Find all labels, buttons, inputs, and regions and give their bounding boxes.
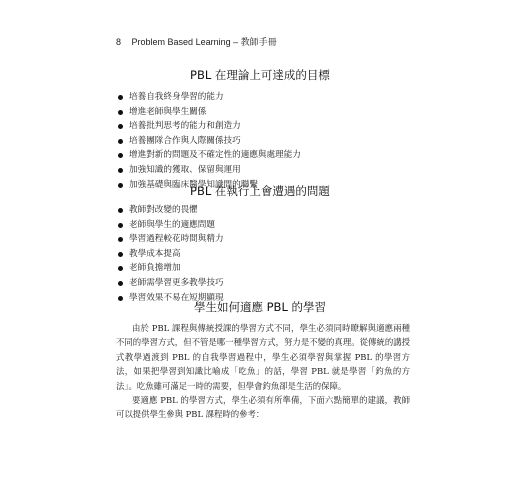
list-item: 增進對新的問題及不確定性的適應與處理能力 xyxy=(118,148,301,163)
bullet-icon xyxy=(118,223,123,228)
paragraph-body: 由於 PBL 課程與傳統授課的學習方式不同，學生必須同時瞭解與適應兩種不同的學習方式，但不管是哪一種學習方式，努力是不變的真理。從傳統的講授式教學過渡到 PBL 的自我學習過程中，學生必須學習與掌握 PBL 的學習方法，如果把學習到知識比喻成「吃魚」的話，學習 PBL 就是學習「釣魚的方法」。吃魚雖可滿足一時的需要，但學會釣魚卻是生活的保障。 xyxy=(116,323,410,391)
goals-list xyxy=(118,90,301,192)
running-header xyxy=(116,35,277,48)
problems-list xyxy=(118,203,224,305)
list-item: 培養自我終身學習的能力 xyxy=(118,90,301,105)
bullet-icon xyxy=(118,266,123,271)
section-title-goals: PBL 在理論上可達成的目標 xyxy=(190,68,330,82)
list-item: 老師需學習更多教學技巧 xyxy=(118,276,224,291)
list-item: 加強基礎與臨床醫學知識間的聯繫 xyxy=(118,178,301,193)
list-item: 培養團隊合作與人際關係技巧 xyxy=(118,134,301,149)
list-item: 教學成本提高 xyxy=(118,247,224,262)
list-item: 加強知識的獲取、保留與運用 xyxy=(118,163,301,178)
list-item: 教師對改變的畏懼 xyxy=(118,203,224,218)
section-title-adaptation: 學生如何適應 PBL 的學習 xyxy=(193,300,327,314)
bullet-icon xyxy=(118,139,123,144)
page-number: 8 xyxy=(116,37,122,47)
bullet-icon xyxy=(118,168,123,173)
bullet-icon xyxy=(118,95,123,100)
bullet-icon xyxy=(118,110,123,115)
list-item: 增進老師與學生關係 xyxy=(118,105,301,120)
running-title: Problem Based Learning – 教師手冊 xyxy=(131,37,277,47)
section-title-problems: PBL 在執行上會遭遇的問題 xyxy=(190,184,330,198)
bullet-icon xyxy=(118,153,123,158)
bullet-icon xyxy=(118,208,123,213)
bullet-icon xyxy=(118,124,123,129)
paragraph-intro-suggestions: 要適應 PBL 的學習方式，學生必須有所準備，下面六點簡單的建議，教師可以提供學生參與 PBL 課程時的參考： xyxy=(116,395,410,420)
list-item: 培養批判思考的能力和創造力 xyxy=(118,119,301,134)
bullet-icon xyxy=(118,252,123,257)
bullet-icon xyxy=(118,237,123,242)
list-item: 老師負擔增加 xyxy=(118,261,224,276)
list-item: 學習效果不易在短期顯現 xyxy=(118,291,224,306)
list-item: 老師與學生的適應問題 xyxy=(118,218,224,233)
list-item: 學習過程較花時間與精力 xyxy=(118,232,224,247)
bullet-icon xyxy=(118,281,123,286)
